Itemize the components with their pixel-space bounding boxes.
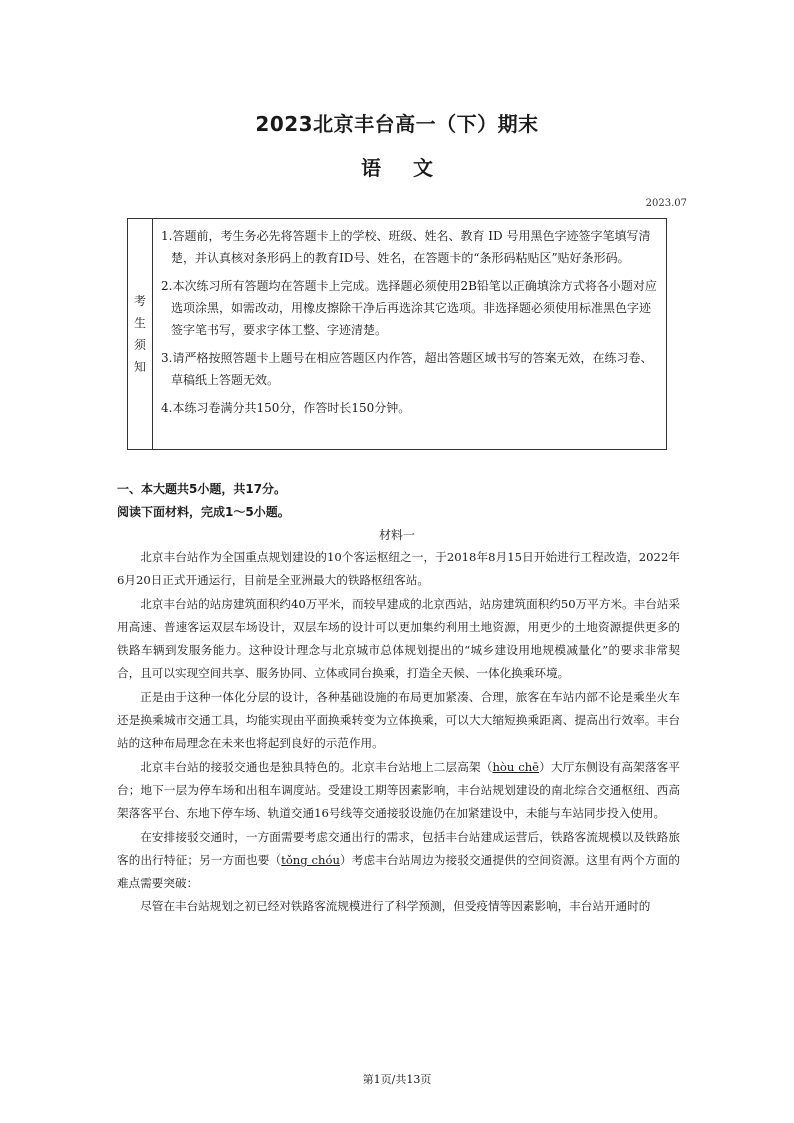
passage-paragraph: 正是由于这种一体化分层的设计，各种基础设施的布局更加紧凑、合理，旅客在车站内部不论是乘坐火车还是换乘城市交通工具，均能实现由平面换乘转变为立体换乘，可以大大缩短换乘距离、提高出行效率。丰台站的这种布局理念在未来也将起到良好的示范作用。 [117, 689, 680, 751]
notice-side-char: 须 [133, 338, 146, 352]
passage-paragraph: 北京丰台站的接驳交通也是独具特色的。北京丰台站地上二层高架（hòu chē）大厅东侧设有高架落客平台；地下一层为停车场和出租车调度站。受建设工期等因素影响，丰台站规划建设的南北综合交通枢纽、西高架落客平台、东地下停车场、轨道交通16号线等交通接驳设施仍在加紧建设中，未能与车站同步投入使用。 [117, 759, 680, 821]
notice-side-char: 考 [133, 294, 146, 308]
passage-text: 北京丰台站的接驳交通也是独具特色的。北京丰台站地上二层高架 [140, 759, 481, 774]
passage-paragraph: 尽管在丰台站规划之初已经对铁路客流规模进行了科学预测，但受疫情等因素影响，丰台站开通时的 [140, 899, 651, 914]
notice-item: 2.本次练习所有答题均在答题卡上完成。选择题必须使用2B铅笔以正确填涂方式将各小题对应选项涂黑，如需改动，用橡皮擦除干净后再选涂其它选项。非选择题必须使用标准黑色字迹签字笔书写，要求字体工整、字迹清楚。 [161, 279, 657, 337]
page-footer: 第1页/共13页 [362, 1073, 432, 1086]
passage-paragraph: 北京丰台站的站房建筑面积约40万平米，而较早建成的北京西站，站房建筑面积约50万平方米。丰台站采用高速、普速客运双层车场设计，双层车场的设计可以更加集约利用土地资源，用更少的土地资源提供更多的铁路车辆到发服务能力。这种设计理念与北京城市总体规划提出的“城乡建设用地规模减量化”的要求非常契合，且可以实现空间共享、服务协同、立体或同台换乘，打造全天候、一体化换乘环境。 [117, 596, 680, 681]
notice-side-char: 生 [133, 316, 146, 330]
subject-title: 语文 [361, 156, 465, 180]
passage-text: 考虑丰台站周边为接驳交通提供的空间资源。这里有两个方面的难点需要突破： [117, 852, 680, 891]
notice-item: 3.请严格按照答题卡上题号在相应答题区内作答，超出答题区域书写的答案无效，在练习卷、草稿纸上答题无效。 [161, 351, 653, 387]
passage-paragraph: 北京丰台站作为全国重点规划建设的10个客运枢纽之一，于2018年8月15日开始进行工程改造，2022年6月20日正式开通运行，目前是全亚洲最大的铁路枢纽客站。 [117, 550, 680, 588]
notice-box [127, 218, 667, 450]
page-title: 2023北京丰台高一（下）期末 [255, 112, 539, 136]
pinyin-blank: tǒng chóu [281, 852, 340, 867]
exam-date: 2023.07 [645, 198, 687, 209]
reading-passage [117, 546, 680, 919]
section-instruction: 阅读下面材料，完成1～5小题。 [117, 505, 290, 519]
notice-item: 4.本练习卷满分共150分，作答时长150分钟。 [161, 401, 411, 415]
passage-text: 大厅东侧设有高架落客平台；地下一层为停车场和出租车调度站。受建设工期等因素影响，丰台站规划建设的南北综合交通枢纽、西高架落客平台、东地下停车场、轨道交通16号线等交通接驳设施仍在加紧建设中，未能与车站同步投入使用。 [117, 759, 680, 821]
notice-side-label [128, 219, 153, 449]
section-heading: 一、本大题共5小题，共17分。 [117, 482, 287, 496]
passage-text: 在安排接驳交通时，一方面需要考虑交通出行的需求，包括丰台站建成运营后，铁路客流规模以及铁路旅客的出行特征；另一方面也要 [117, 829, 680, 867]
material-title: 材料一 [378, 528, 415, 542]
notice-item: 1.答题前，考生务必先将答题卡上的学校、班级、姓名、教育 ID 号用黑色字迹签字笔填写清楚，并认真核对条形码上的教育ID号、姓名，在答题卡的“条形码粘贴区”贴好条形码。 [161, 229, 651, 265]
passage-paragraph: 在安排接驳交通时，一方面需要考虑交通出行的需求，包括丰台站建成运营后，铁路客流规模以及铁路旅客的出行特征；另一方面也要（tǒng chóu）考虑丰台站周边为接驳交通提供的空间资源。这里有两个方面的难点需要突破： [117, 829, 680, 891]
notice-side-char: 知 [133, 360, 146, 374]
notice-list [153, 219, 666, 449]
pinyin-blank: hòu chē [492, 759, 540, 774]
